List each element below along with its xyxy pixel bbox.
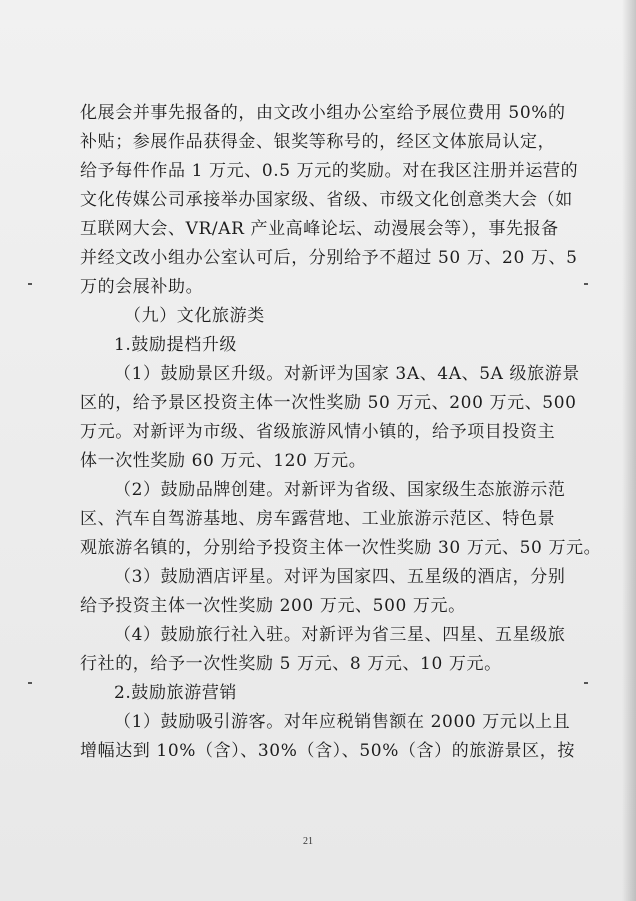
text-line: 给予每件作品 1 万元、0.5 万元的奖励。对在我区注册并运营的 xyxy=(80,161,579,181)
subsection-heading: 2.鼓励旅游营销 xyxy=(114,683,238,703)
text-line: 万的会展补助。 xyxy=(80,277,204,297)
text-line: 并经文改小组办公室认可后，分别给予不超过 50 万、20 万、5 xyxy=(80,248,578,268)
scan-mark xyxy=(28,682,32,684)
text-line: （1）鼓励吸引游客。对年应税销售额在 2000 万元以上且 xyxy=(114,712,571,732)
text-line: （3）鼓励酒店评星。对评为国家四、五星级的酒店，分别 xyxy=(114,567,566,587)
text-line: 观旅游名镇的，分别给予投资主体一次性奖励 30 万元、50 万元。 xyxy=(80,538,602,558)
text-line: （4）鼓励旅行社入驻。对新评为省三星、四星、五星级旅 xyxy=(114,625,566,645)
text-line: 补贴；参展作品获得金、银奖等称号的，经区文体旅局认定， xyxy=(80,132,556,152)
text-line: 区的，给予景区投资主体一次性奖励 50 万元、200 万元、500 xyxy=(80,393,577,413)
text-line: 万元。对新评为市级、省级旅游风情小镇的，给予项目投资主 xyxy=(80,422,556,442)
text-line: （2）鼓励品牌创建。对新评为省级、国家级生态旅游示范 xyxy=(114,480,566,500)
text-line: 增幅达到 10%（含）、30%（含）、50%（含）的旅游景区，按 xyxy=(80,741,575,761)
text-line: 文化传媒公司承接举办国家级、省级、市级文化创意类大会（如 xyxy=(80,190,573,210)
text-line: 互联网大会、VR/AR 产业高峰论坛、动漫展会等），事先报备 xyxy=(80,219,559,239)
text-line: 体一次性奖励 60 万元、120 万元。 xyxy=(80,451,367,471)
subsection-heading: 1.鼓励提档升级 xyxy=(114,335,238,355)
page-number: 21 xyxy=(303,836,313,847)
text-line: 给予投资主体一次性奖励 200 万元、500 万元。 xyxy=(80,596,466,616)
section-heading: （九）文化旅游类 xyxy=(124,306,265,326)
text-line: 化展会并事先报备的，由文改小组办公室给予展位费用 50%的 xyxy=(80,103,566,123)
scan-mark xyxy=(28,283,32,285)
text-line: （1）鼓励景区升级。对新评为国家 3A、4A、5A 级旅游景 xyxy=(114,364,580,384)
text-line: 行社的，给予一次性奖励 5 万元、8 万元、10 万元。 xyxy=(80,654,502,674)
scan-mark xyxy=(584,283,588,285)
text-line: 区、汽车自驾游基地、房车露营地、工业旅游示范区、特色景 xyxy=(80,509,556,529)
scan-mark xyxy=(584,682,588,684)
body-text xyxy=(80,99,602,766)
